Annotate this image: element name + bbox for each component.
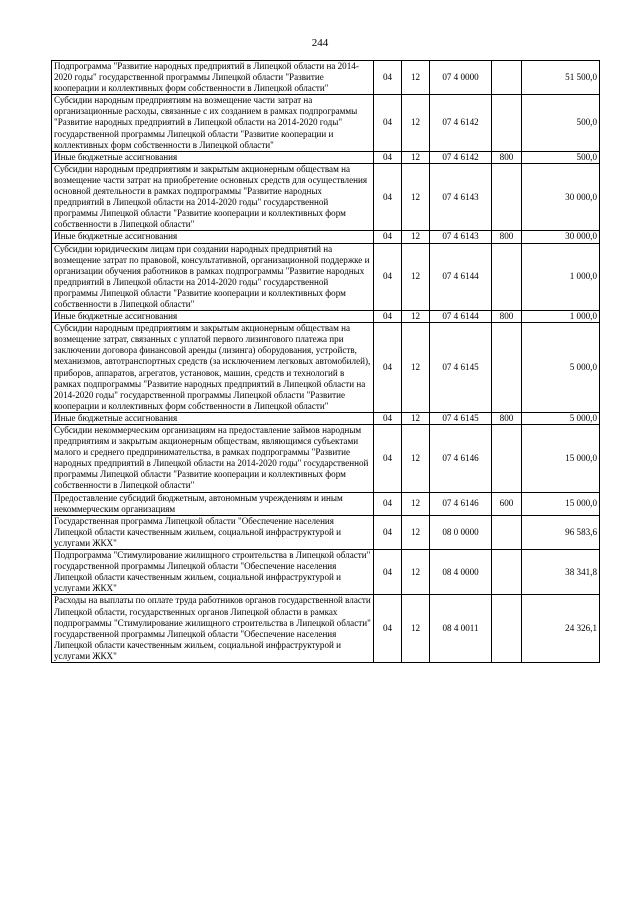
section-code: 04	[374, 151, 402, 163]
budget-table-body	[52, 61, 600, 663]
row-description: Иные бюджетные ассигнования	[52, 231, 374, 243]
target-article-code: 07 4 6146	[430, 492, 492, 515]
expense-type-code	[492, 61, 522, 95]
section-code: 04	[374, 515, 402, 549]
table-row	[52, 163, 600, 231]
amount: 1 000,0	[522, 243, 600, 311]
target-article-code: 07 4 6146	[430, 425, 492, 493]
expense-type-code: 600	[492, 492, 522, 515]
table-row	[52, 595, 600, 663]
section-code: 04	[374, 412, 402, 424]
subsection-code: 12	[402, 243, 430, 311]
section-code: 04	[374, 311, 402, 323]
row-description: Государственная программа Липецкой области "Обеспечение населения Липецкой области качественным жильем, социальной инфраструктурой и услугами ЖКХ"	[52, 515, 374, 549]
subsection-code: 12	[402, 151, 430, 163]
table-row	[52, 151, 600, 163]
subsection-code: 12	[402, 323, 430, 413]
expense-type-code: 800	[492, 231, 522, 243]
amount: 30 000,0	[522, 163, 600, 231]
target-article-code: 07 4 6144	[430, 311, 492, 323]
target-article-code: 07 4 6144	[430, 243, 492, 311]
expense-type-code	[492, 550, 522, 595]
target-article-code: 07 4 6145	[430, 323, 492, 413]
section-code: 04	[374, 231, 402, 243]
table-row	[52, 425, 600, 493]
subsection-code: 12	[402, 412, 430, 424]
row-description: Расходы на выплаты по оплате труда работников органов государственной власти Липецкой области, государственных органов Липецкой области в рамках подпрограммы "Стимулирование жилищного строительства в Липецкой области" государственной программы Липецкой области "Обеспечение населения Липецкой области качественным жильем, социальной инфраструктурой и услугами ЖКХ"	[52, 595, 374, 663]
section-code: 04	[374, 323, 402, 413]
expense-type-code: 800	[492, 151, 522, 163]
table-row	[52, 412, 600, 424]
subsection-code: 12	[402, 163, 430, 231]
section-code: 04	[374, 492, 402, 515]
amount: 5 000,0	[522, 323, 600, 413]
page-number: 244	[311, 37, 329, 49]
subsection-code: 12	[402, 515, 430, 549]
subsection-code: 12	[402, 425, 430, 493]
table-row	[52, 95, 600, 151]
amount: 1 000,0	[522, 311, 600, 323]
amount: 500,0	[522, 95, 600, 151]
expense-type-code: 800	[492, 311, 522, 323]
target-article-code: 07 4 0000	[430, 61, 492, 95]
row-description: Субсидии народным предприятиям и закрытым акционерным обществам на возмещение части затрат на приобретение основных средств для осуществления основной деятельности в рамках подпрограммы "Развитие народных предприятий в Липецкой области на 2014-2020 годы" государственной программы Липецкой области "Развитие кооперации и коллективных форм собственности в Липецкой области"	[52, 163, 374, 231]
target-article-code: 07 4 6142	[430, 95, 492, 151]
table-row	[52, 311, 600, 323]
row-description: Субсидии юридическим лицам при создании народных предприятий на возмещение затрат по правовой, консультативной, организационной поддержке и организации обучения работников в рамках подпрограммы "Развитие народных предприятий в Липецкой области на 2014-2020 годы" государственной программы Липецкой области "Развитие кооперации и коллективных форм собственности в Липецкой области"	[52, 243, 374, 311]
table-row	[52, 323, 600, 413]
row-description: Иные бюджетные ассигнования	[52, 151, 374, 163]
subsection-code: 12	[402, 95, 430, 151]
expense-type-code	[492, 323, 522, 413]
section-code: 04	[374, 550, 402, 595]
expense-type-code	[492, 515, 522, 549]
amount: 96 583,6	[522, 515, 600, 549]
row-description: Предоставление субсидий бюджетным, автономным учреждениям и иным некоммерческим организациям	[52, 492, 374, 515]
target-article-code: 07 4 6142	[430, 151, 492, 163]
row-description: Иные бюджетные ассигнования	[52, 412, 374, 424]
target-article-code: 08 0 0000	[430, 515, 492, 549]
table-row	[52, 231, 600, 243]
amount: 500,0	[522, 151, 600, 163]
target-article-code: 07 4 6143	[430, 231, 492, 243]
section-code: 04	[374, 595, 402, 663]
amount: 15 000,0	[522, 492, 600, 515]
subsection-code: 12	[402, 595, 430, 663]
expense-type-code	[492, 163, 522, 231]
target-article-code: 07 4 6143	[430, 163, 492, 231]
row-description: Субсидии некоммерческим организациям на предоставление займов народным предприятиям и закрытым акционерным обществам, являющимся субъектами малого и среднего предпринимательства, в рамках подпрограммы "Развитие народных предприятий в Липецкой области на 2014-2020 годы" государственной программы Липецкой области "Развитие кооперации и коллективных форм собственности в Липецкой области"	[52, 425, 374, 493]
amount: 24 326,1	[522, 595, 600, 663]
row-description: Субсидии народным предприятиям и закрытым акционерным обществам на возмещение затрат, связанных с уплатой первого лизингового платежа при заключении договора финансовой аренды (лизинга) оборудования, устройств, механизмов, автотранспортных средств (за исключением легковых автомобилей), приборов, аппаратов, агрегатов, установок, машин, средств и технологий в рамках подпрограммы "Развитие народных предприятий в Липецкой области на 2014-2020 годы" государственной программы Липецкой области "Развитие кооперации и коллективных форм собственности в Липецкой области"	[52, 323, 374, 413]
row-description: Субсидии народным предприятиям на возмещение части затрат на организационные расходы, связанные с их созданием в рамках подпрограммы "Развитие народных предприятий в Липецкой области на 2014-2020 годы" государственной программы Липецкой области "Развитие кооперации и коллективных форм собственности в Липецкой области"	[52, 95, 374, 151]
expense-type-code	[492, 95, 522, 151]
expense-type-code	[492, 243, 522, 311]
subsection-code: 12	[402, 550, 430, 595]
amount: 5 000,0	[522, 412, 600, 424]
table-row	[52, 243, 600, 311]
target-article-code: 08 4 0000	[430, 550, 492, 595]
target-article-code: 07 4 6145	[430, 412, 492, 424]
section-code: 04	[374, 163, 402, 231]
table-row	[52, 515, 600, 549]
section-code: 04	[374, 61, 402, 95]
table-row	[52, 550, 600, 595]
amount: 51 500,0	[522, 61, 600, 95]
table-row	[52, 61, 600, 95]
budget-table	[51, 60, 600, 663]
section-code: 04	[374, 425, 402, 493]
row-description: Подпрограмма "Стимулирование жилищного строительства в Липецкой области" государственной программы Липецкой области "Обеспечение населения Липецкой области качественным жильем, социальной инфраструктурой и услугами ЖКХ"	[52, 550, 374, 595]
subsection-code: 12	[402, 61, 430, 95]
table-row	[52, 492, 600, 515]
expense-type-code: 800	[492, 412, 522, 424]
expense-type-code	[492, 595, 522, 663]
target-article-code: 08 4 0011	[430, 595, 492, 663]
expense-type-code	[492, 425, 522, 493]
subsection-code: 12	[402, 492, 430, 515]
amount: 30 000,0	[522, 231, 600, 243]
subsection-code: 12	[402, 231, 430, 243]
subsection-code: 12	[402, 311, 430, 323]
row-description: Подпрограмма "Развитие народных предприятий в Липецкой области на 2014-2020 годы" государственной программы Липецкой области "Развитие кооперации и коллективных форм собственности в Липецкой области"	[52, 61, 374, 95]
row-description: Иные бюджетные ассигнования	[52, 311, 374, 323]
section-code: 04	[374, 243, 402, 311]
amount: 15 000,0	[522, 425, 600, 493]
section-code: 04	[374, 95, 402, 151]
amount: 38 341,8	[522, 550, 600, 595]
